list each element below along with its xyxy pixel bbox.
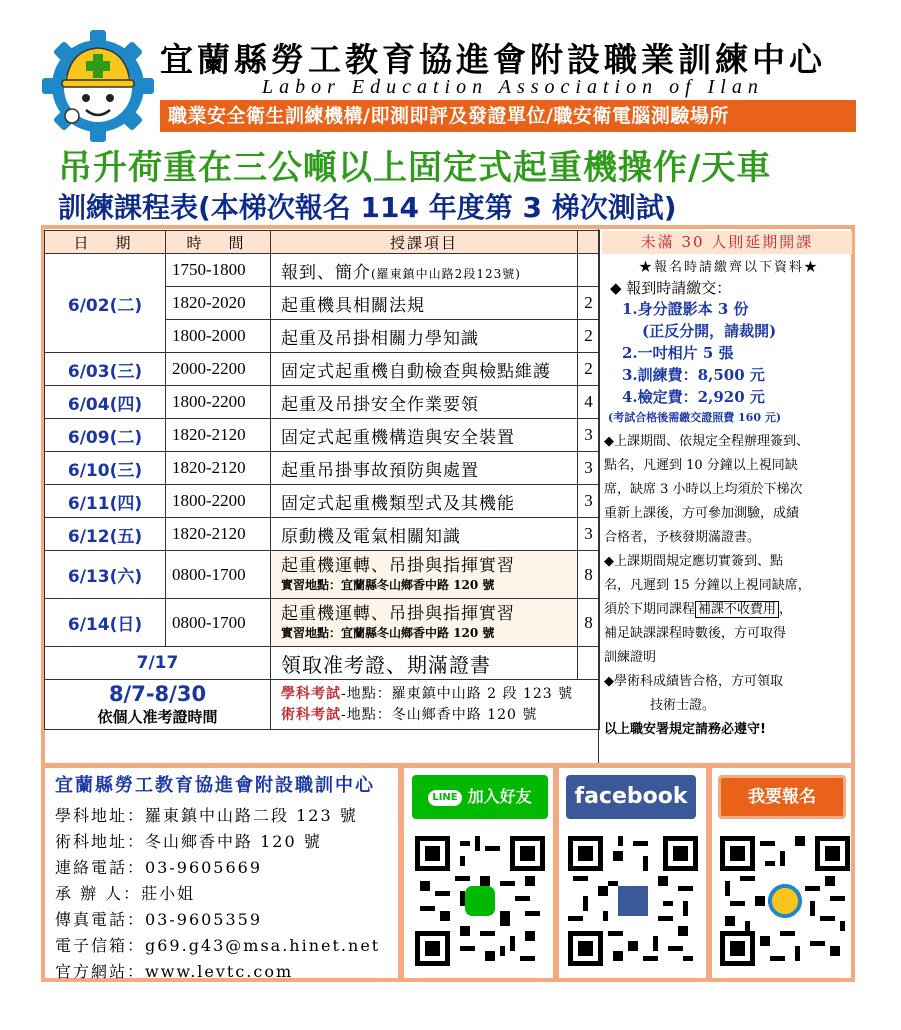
doc-photos: 2.一吋相片 5 張 [622, 344, 734, 362]
row-hours: 8 [578, 551, 600, 599]
row-hours: 3 [578, 452, 600, 485]
rule2-line: 須於下期同課程 補課不收費用 ， [604, 602, 793, 617]
row-item: 起重及吊掛相關力學知識 [271, 320, 578, 353]
doc-id-copies: 1.身分證影本 3 份 [622, 300, 749, 318]
rule3-line: ◆學術科成績皆合格，方可領取 [604, 674, 783, 689]
row-time: 1820-2120 [166, 452, 271, 485]
course-title: 吊升荷重在三公噸以上固定式起重機操作/天車 [58, 148, 772, 188]
table-row [45, 419, 600, 452]
row-item: 固定式起重機類型式及其機能 [271, 485, 578, 518]
row-time: 1820-2120 [166, 518, 271, 551]
rule3-line: 技術士證。 [650, 698, 716, 713]
contact-person: 承 辦 人：莊小姐 [55, 884, 196, 903]
rule1-line: 重新上課後，方可參加測驗，成績 [604, 506, 800, 521]
practical-exam-label: 術科考試 [281, 706, 341, 723]
row-item [271, 551, 578, 599]
facebook-button[interactable]: facebook [566, 775, 696, 819]
written-exam-label: 學科考試 [281, 685, 341, 702]
practical-exam-location: -地點：冬山鄉香中路 120 號 [341, 706, 538, 723]
table-row [45, 599, 600, 647]
info-panel [604, 258, 854, 742]
org-banner: 職業安全衛生訓練機構/即測即評及發證單位/職安衛電腦測驗場所 [160, 100, 856, 132]
row-time: 1820-2020 [166, 287, 271, 320]
contact-fax: 傳真電話：03-9605359 [55, 910, 263, 929]
row-date: 6/14(日) [45, 599, 166, 647]
safety-helmet-logo [42, 30, 154, 142]
doc-license-note: (考試合格後需繳交證照費 160 元) [608, 411, 782, 424]
doc-training-fee: 3.訓練費：8,500 元 [622, 366, 765, 384]
panel-divider [598, 229, 599, 763]
header-hours [578, 231, 600, 254]
row-item: 固定式起重機構造與安全裝置 [271, 419, 578, 452]
doc-exam-fee: 4.檢定費：2,920 元 [622, 388, 765, 406]
contact-phone: 連絡電話：03-9605669 [55, 858, 263, 877]
row-hours: 3 [578, 518, 600, 551]
line-qr-code[interactable] [415, 836, 545, 966]
practice-location: 實習地點：宜蘭縣冬山鄉香中路 120 號 [281, 577, 495, 592]
row-hours: 4 [578, 386, 600, 419]
row-hours: 2 [578, 320, 600, 353]
row-time: 1820-2120 [166, 419, 271, 452]
contact-email[interactable]: 電子信箱：g69.g43@msa.hinet.net [55, 936, 381, 955]
row-hours: 2 [578, 287, 600, 320]
facebook-qr-code[interactable] [568, 836, 698, 966]
table-row [45, 518, 600, 551]
contact-written-address: 學科地址：羅東鎮中山路二段 123 號 [55, 806, 358, 825]
rule1-line: 點名，凡遲到 10 分鐘以上視同缺 [604, 458, 798, 473]
row-date: 6/02(二) [45, 254, 166, 353]
rule2-line: 名，凡遲到 15 分鐘以上視同缺席， [604, 578, 811, 593]
exam-date-cell [45, 680, 271, 730]
cert-hours [578, 647, 600, 680]
header-item: 授課項目 [271, 231, 578, 254]
row-item: 原動機及電氣相關知識 [271, 518, 578, 551]
docs-sub: ◆ 報到時請繳交： [610, 279, 732, 297]
row-date: 6/03(三) [45, 353, 166, 386]
row-time: 1800-2200 [166, 485, 271, 518]
exam-date-note: 依個人准考證時間 [97, 708, 218, 726]
rule1-line: 合格者，予核發期滿證書。 [604, 530, 761, 545]
doc-id-note: (正反分開，請裁開) [642, 322, 777, 340]
free-makeup-note: 補課不收費用 [695, 601, 779, 618]
row-item: 起重及吊掛安全作業要領 [271, 386, 578, 419]
docs-title: ★報名時請繳齊以下資料★ [638, 260, 819, 275]
row-time: 2000-2200 [166, 353, 271, 386]
header-date: 日 期 [45, 231, 166, 254]
contact-title: 宜蘭縣勞工教育協進會附設職訓中心 [55, 775, 375, 796]
table-row [45, 254, 600, 287]
footer-divider [553, 768, 559, 978]
practice-title: 起重機運轉、吊掛與指揮實習 [281, 603, 515, 624]
row-item: 報到、簡介(羅東鎮中山路2段123號) [271, 254, 578, 287]
org-name: 宜蘭縣勞工教育協進會附設職業訓練中心 [160, 40, 826, 79]
cancellation-notice: 未滿 30 人則延期開課 [602, 231, 852, 254]
line-add-friend-button[interactable]: LINE 加入好友 [412, 775, 548, 819]
line-icon: LINE [428, 790, 461, 806]
contact-website[interactable]: 官方網站：www.levtc.com [55, 962, 294, 981]
row-hours: 3 [578, 485, 600, 518]
row-date: 6/13(六) [45, 551, 166, 599]
practice-location: 實習地點：宜蘭縣冬山鄉香中路 120 號 [281, 625, 495, 640]
row-time: 1750-1800 [166, 254, 271, 287]
cert-date: 7/17 [45, 647, 271, 680]
row-item: 起重吊掛事故預防與處置 [271, 452, 578, 485]
table-header-row [45, 231, 600, 254]
row-hours: 8 [578, 599, 600, 647]
exam-location-cell [271, 680, 600, 730]
exam-date: 8/7-8/30 [108, 682, 207, 706]
row-date: 6/04(四) [45, 386, 166, 419]
rule-final: 以上職安署規定請務必遵守! [604, 722, 766, 737]
row-time: 0800-1700 [166, 551, 271, 599]
row-item: 起重機具相關法規 [271, 287, 578, 320]
exam-row [45, 680, 600, 730]
row-time: 1800-2200 [166, 386, 271, 419]
rule2-line: 補足缺課課程時數後，方可取得 [604, 626, 787, 641]
practice-title: 起重機運轉、吊掛與指揮實習 [281, 555, 515, 576]
rule1-line: 席，缺席 3 小時以上均須於下梯次 [604, 482, 803, 497]
org-name-english: Labor Education Association of Ilan [262, 76, 764, 98]
row-hours: 3 [578, 419, 600, 452]
table-row [45, 353, 600, 386]
row-hours: 2 [578, 353, 600, 386]
table-row [45, 386, 600, 419]
row-date: 6/09(二) [45, 419, 166, 452]
row-date: 6/12(五) [45, 518, 166, 551]
row-item: 固定式起重機自動檢查與檢點維護 [271, 353, 578, 386]
table-row [45, 551, 600, 599]
row-item [271, 599, 578, 647]
cert-item: 領取准考證、期滿證書 [271, 647, 578, 680]
rule2-line: 訓練證明 [604, 650, 657, 665]
course-subtitle: 訓練課程表(本梯次報名 114 年度第 3 梯次測試) [58, 191, 677, 224]
table-row [45, 485, 600, 518]
schedule-table [44, 230, 600, 730]
table-row [45, 452, 600, 485]
footer-divider [398, 768, 404, 978]
rule2-line: ◆上課期間規定應切實簽到、點 [604, 554, 783, 569]
row-date: 6/11(四) [45, 485, 166, 518]
footer-divider [706, 768, 712, 978]
row-date: 6/10(三) [45, 452, 166, 485]
row-time: 0800-1700 [166, 599, 271, 647]
registration-qr-code[interactable] [720, 836, 850, 966]
row-time: 1800-2000 [166, 320, 271, 353]
written-exam-location: -地點：羅東鎮中山路 2 段 123 號 [341, 685, 574, 702]
cert-row [45, 647, 600, 680]
contact-practical-address: 術科地址：冬山鄉香中路 120 號 [55, 832, 322, 851]
header-time: 時 間 [166, 231, 271, 254]
row-hours [578, 254, 600, 287]
register-button[interactable]: 我要報名 [718, 775, 846, 819]
rule1-line: ◆上課期間、依規定全程辦理簽到、 [604, 434, 809, 449]
